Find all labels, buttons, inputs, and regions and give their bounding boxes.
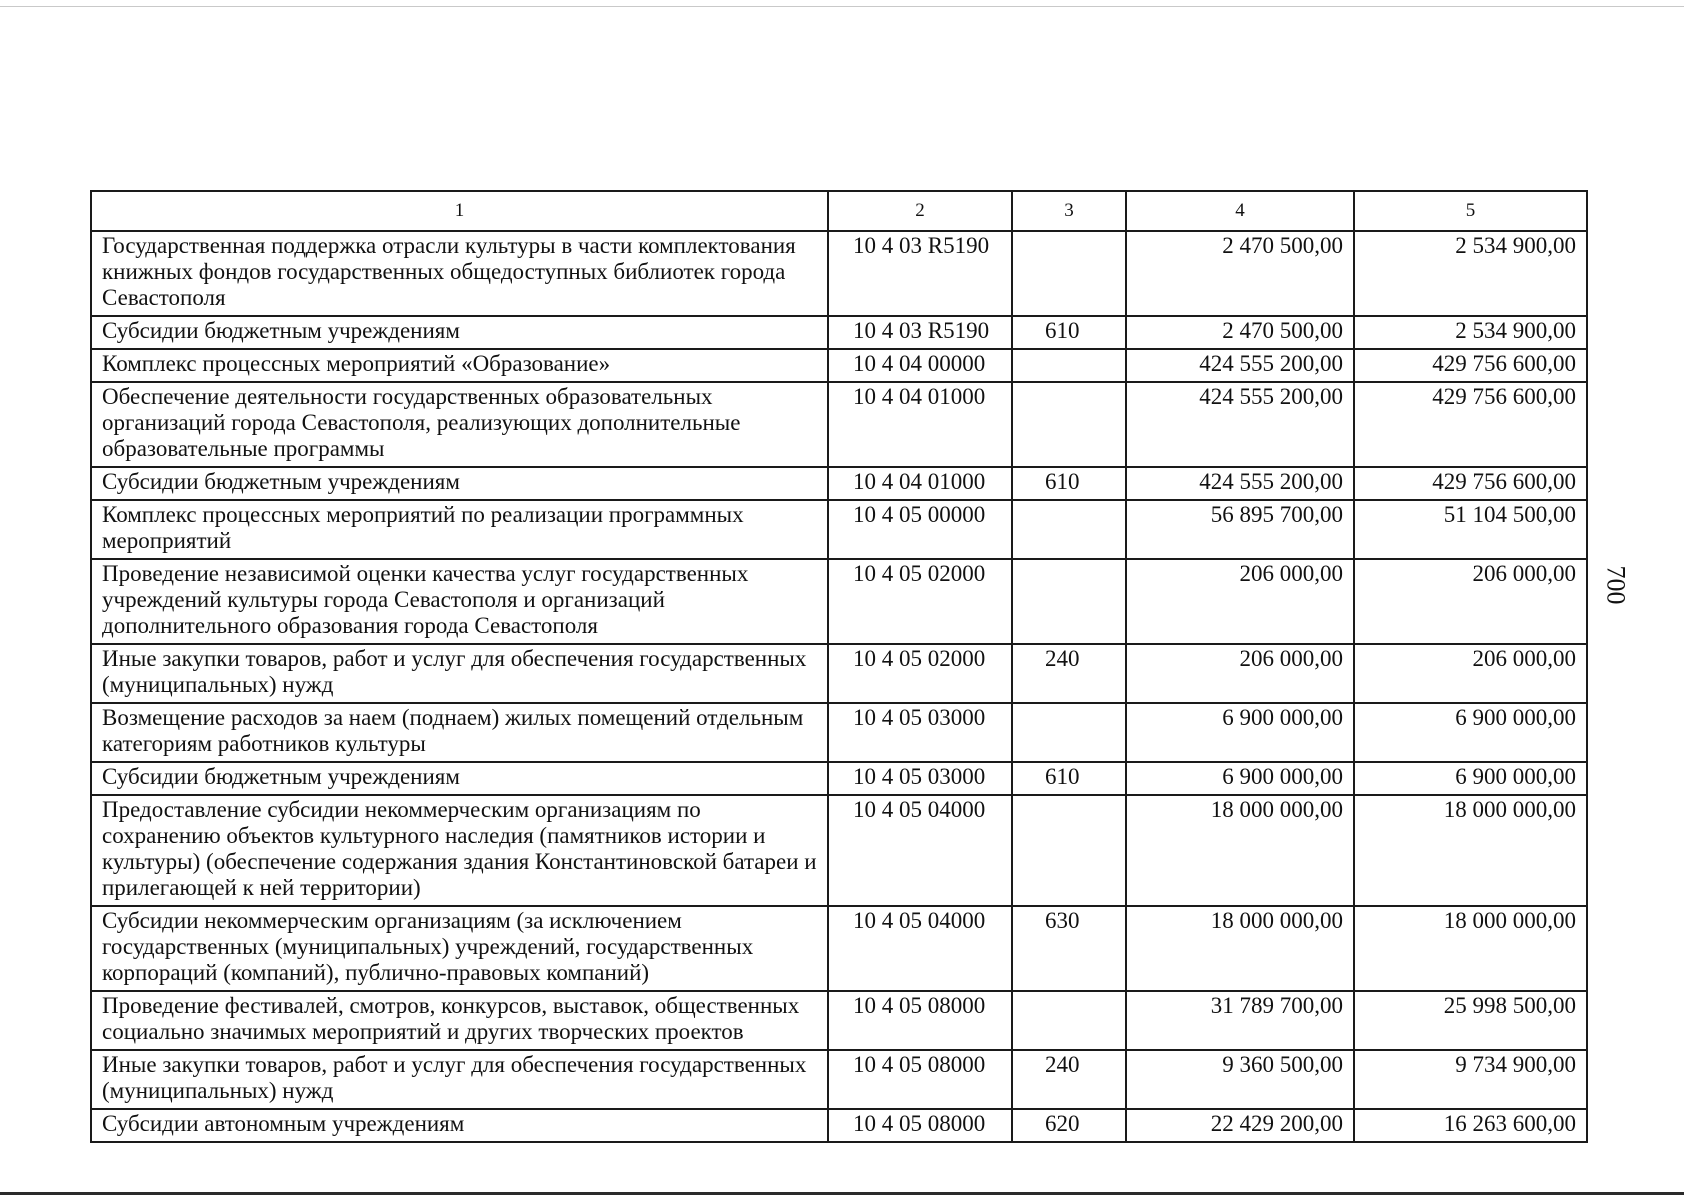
row-amount-year1-cell: 6 900 000,00 <box>1126 703 1354 762</box>
column-header-5: 5 <box>1354 191 1587 231</box>
table-row <box>91 1050 1587 1109</box>
row-name-cell: Государственная поддержка отрасли культуры в части комплектования книжных фондов государственных общедоступных библиотек города Севастополя <box>91 231 828 316</box>
row-code-cell: 10 4 04 01000 <box>828 467 1012 500</box>
row-amount-year1-cell: 2 470 500,00 <box>1126 231 1354 316</box>
row-amount-year1-cell: 18 000 000,00 <box>1126 906 1354 991</box>
table-row <box>91 382 1587 467</box>
page-edge-bottom-line <box>0 1192 1684 1195</box>
row-code-cell: 10 4 05 08000 <box>828 991 1012 1050</box>
row-expense-type-cell <box>1012 500 1126 559</box>
row-expense-type-cell <box>1012 795 1126 906</box>
row-code-cell: 10 4 05 08000 <box>828 1109 1012 1142</box>
row-amount-year2-cell: 2 534 900,00 <box>1354 231 1587 316</box>
row-amount-year2-cell: 429 756 600,00 <box>1354 382 1587 467</box>
row-expense-type-cell: 610 <box>1012 316 1126 349</box>
row-amount-year2-cell: 2 534 900,00 <box>1354 316 1587 349</box>
row-name-cell: Предоставление субсидии некоммерческим организациям по сохранению объектов культурного наследия (памятников истории и культуры) (обеспечение содержания здания Константиновской батареи и прилегающей к ней территории) <box>91 795 828 906</box>
table-row <box>91 762 1587 795</box>
row-code-cell: 10 4 03 R5190 <box>828 231 1012 316</box>
row-name-cell: Проведение фестивалей, смотров, конкурсов, выставок, общественных социально значимых мероприятий и других творческих проектов <box>91 991 828 1050</box>
row-name-cell: Субсидии бюджетным учреждениям <box>91 762 828 795</box>
row-code-cell: 10 4 05 03000 <box>828 703 1012 762</box>
table-row <box>91 500 1587 559</box>
row-code-cell: 10 4 05 00000 <box>828 500 1012 559</box>
row-name-cell: Иные закупки товаров, работ и услуг для обеспечения государственных (муниципальных) нужд <box>91 644 828 703</box>
page-number: 700 <box>1601 565 1631 605</box>
row-amount-year1-cell: 424 555 200,00 <box>1126 349 1354 382</box>
table-row <box>91 644 1587 703</box>
row-code-cell: 10 4 04 00000 <box>828 349 1012 382</box>
row-expense-type-cell: 630 <box>1012 906 1126 991</box>
row-code-cell: 10 4 05 04000 <box>828 795 1012 906</box>
row-code-cell: 10 4 03 R5190 <box>828 316 1012 349</box>
row-amount-year2-cell: 25 998 500,00 <box>1354 991 1587 1050</box>
row-expense-type-cell <box>1012 991 1126 1050</box>
row-amount-year1-cell: 424 555 200,00 <box>1126 382 1354 467</box>
table-row <box>91 991 1587 1050</box>
row-expense-type-cell <box>1012 231 1126 316</box>
row-amount-year1-cell: 22 429 200,00 <box>1126 1109 1354 1142</box>
row-amount-year2-cell: 18 000 000,00 <box>1354 795 1587 906</box>
row-amount-year2-cell: 206 000,00 <box>1354 559 1587 644</box>
row-amount-year2-cell: 6 900 000,00 <box>1354 703 1587 762</box>
row-amount-year2-cell: 206 000,00 <box>1354 644 1587 703</box>
row-amount-year1-cell: 206 000,00 <box>1126 559 1354 644</box>
row-amount-year2-cell: 18 000 000,00 <box>1354 906 1587 991</box>
table-row <box>91 1109 1587 1142</box>
table-row <box>91 906 1587 991</box>
row-name-cell: Обеспечение деятельности государственных образовательных организаций города Севастополя, реализующих дополнительные образовательные программы <box>91 382 828 467</box>
row-name-cell: Иные закупки товаров, работ и услуг для обеспечения государственных (муниципальных) нужд <box>91 1050 828 1109</box>
row-name-cell: Проведение независимой оценки качества услуг государственных учреждений культуры города Севастополя и организаций дополнительного образования города Севастополя <box>91 559 828 644</box>
row-amount-year1-cell: 18 000 000,00 <box>1126 795 1354 906</box>
table-row <box>91 467 1587 500</box>
table-row <box>91 703 1587 762</box>
header-row <box>91 191 1587 231</box>
row-expense-type-cell: 610 <box>1012 467 1126 500</box>
row-expense-type-cell <box>1012 703 1126 762</box>
row-expense-type-cell: 610 <box>1012 762 1126 795</box>
row-code-cell: 10 4 05 03000 <box>828 762 1012 795</box>
row-expense-type-cell <box>1012 382 1126 467</box>
table-row <box>91 231 1587 316</box>
column-header-1: 1 <box>91 191 828 231</box>
column-header-3: 3 <box>1012 191 1126 231</box>
row-amount-year1-cell: 6 900 000,00 <box>1126 762 1354 795</box>
row-expense-type-cell <box>1012 559 1126 644</box>
row-amount-year2-cell: 429 756 600,00 <box>1354 467 1587 500</box>
row-name-cell: Субсидии некоммерческим организациям (за исключением государственных (муниципальных) учреждений, государственных корпораций (компаний), публично-правовых компаний) <box>91 906 828 991</box>
table-row <box>91 795 1587 906</box>
budget-table <box>90 190 1588 1143</box>
row-expense-type-cell: 240 <box>1012 644 1126 703</box>
row-amount-year2-cell: 429 756 600,00 <box>1354 349 1587 382</box>
row-amount-year1-cell: 424 555 200,00 <box>1126 467 1354 500</box>
row-amount-year1-cell: 56 895 700,00 <box>1126 500 1354 559</box>
row-amount-year2-cell: 51 104 500,00 <box>1354 500 1587 559</box>
row-amount-year2-cell: 16 263 600,00 <box>1354 1109 1587 1142</box>
table-row <box>91 559 1587 644</box>
row-code-cell: 10 4 05 02000 <box>828 559 1012 644</box>
row-name-cell: Комплекс процессных мероприятий по реализации программных мероприятий <box>91 500 828 559</box>
column-header-2: 2 <box>828 191 1012 231</box>
row-name-cell: Субсидии бюджетным учреждениям <box>91 467 828 500</box>
row-code-cell: 10 4 05 04000 <box>828 906 1012 991</box>
row-expense-type-cell <box>1012 349 1126 382</box>
row-code-cell: 10 4 04 01000 <box>828 382 1012 467</box>
row-amount-year1-cell: 206 000,00 <box>1126 644 1354 703</box>
table-row <box>91 316 1587 349</box>
row-amount-year2-cell: 6 900 000,00 <box>1354 762 1587 795</box>
page-edge-top-line <box>0 6 1684 7</box>
column-header-4: 4 <box>1126 191 1354 231</box>
row-name-cell: Возмещение расходов за наем (поднаем) жилых помещений отдельным категориям работников культуры <box>91 703 828 762</box>
row-amount-year1-cell: 2 470 500,00 <box>1126 316 1354 349</box>
row-name-cell: Субсидии автономным учреждениям <box>91 1109 828 1142</box>
row-code-cell: 10 4 05 08000 <box>828 1050 1012 1109</box>
row-amount-year1-cell: 9 360 500,00 <box>1126 1050 1354 1109</box>
row-name-cell: Комплекс процессных мероприятий «Образование» <box>91 349 828 382</box>
row-code-cell: 10 4 05 02000 <box>828 644 1012 703</box>
row-amount-year2-cell: 9 734 900,00 <box>1354 1050 1587 1109</box>
row-name-cell: Субсидии бюджетным учреждениям <box>91 316 828 349</box>
row-amount-year1-cell: 31 789 700,00 <box>1126 991 1354 1050</box>
row-expense-type-cell: 620 <box>1012 1109 1126 1142</box>
row-expense-type-cell: 240 <box>1012 1050 1126 1109</box>
table-row <box>91 349 1587 382</box>
